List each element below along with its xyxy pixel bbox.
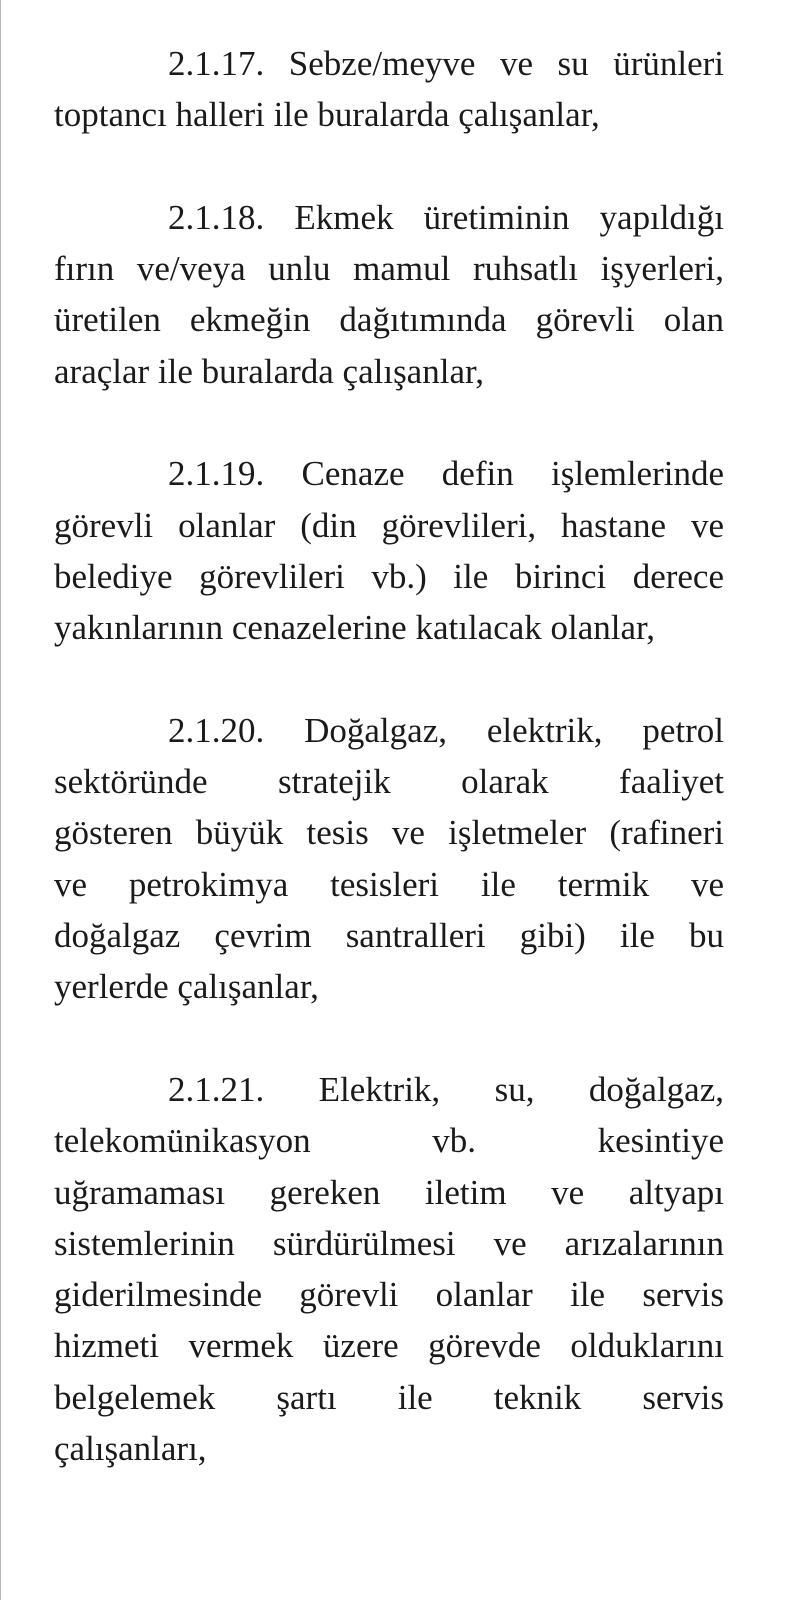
text-line: üretilen ekmeğin dağıtımında görevli olan bbox=[54, 300, 724, 340]
text-line: sektöründe stratejik olarak faaliyet bbox=[54, 762, 724, 802]
text-line: giderilmesinde görevli olanlar ile servis bbox=[54, 1275, 724, 1315]
paragraph-2-1-21 bbox=[54, 1064, 724, 1474]
text-line: yakınlarının cenazelerine katılacak olanlar, bbox=[54, 608, 656, 648]
text-line: çalışanları, bbox=[54, 1429, 207, 1469]
text-line: sistemlerinin sürdürülmesi ve arızalarının bbox=[54, 1223, 724, 1263]
text-line: 2.1.18. Ekmek üretiminin yapıldığı bbox=[168, 197, 724, 237]
text-line: fırın ve/veya unlu mamul ruhsatlı işyerleri, bbox=[54, 249, 724, 289]
text-line: belediye görevlileri vb.) ile birinci derece bbox=[54, 556, 724, 596]
text-line: uğramaması gereken iletim ve altyapı bbox=[54, 1172, 724, 1212]
text-line: 2.1.19. Cenaze defin işlemlerinde bbox=[168, 454, 724, 494]
paragraph-2-1-20 bbox=[54, 705, 724, 1013]
text-line: yerlerde çalışanlar, bbox=[54, 967, 319, 1007]
text-line: 2.1.20. Doğalgaz, elektrik, petrol bbox=[168, 710, 724, 750]
document-body bbox=[54, 38, 724, 1526]
text-line: 2.1.17. Sebze/meyve ve su ürünleri bbox=[168, 44, 724, 83]
paragraph-2-1-17 bbox=[54, 38, 724, 141]
paragraph-2-1-18 bbox=[54, 192, 724, 397]
text-line: toptancı halleri ile buralarda çalışanlar, bbox=[54, 95, 600, 135]
text-line: 2.1.21. Elektrik, su, doğalgaz, bbox=[168, 1069, 724, 1109]
text-line: belgelemek şartı ile teknik servis bbox=[54, 1377, 724, 1417]
text-line: doğalgaz çevrim santralleri gibi) ile bu bbox=[54, 916, 724, 956]
text-line: görevli olanlar (din görevlileri, hastane ve bbox=[54, 505, 724, 545]
text-line: gösteren büyük tesis ve işletmeler (rafineri bbox=[54, 813, 724, 853]
paragraph-2-1-19 bbox=[54, 448, 724, 653]
text-line: hizmeti vermek üzere görevde olduklarını bbox=[54, 1326, 724, 1366]
text-line: telekomünikasyon vb. kesintiye bbox=[54, 1121, 724, 1161]
text-line: araçlar ile buralarda çalışanlar, bbox=[54, 351, 484, 391]
text-line: ve petrokimya tesisleri ile termik ve bbox=[54, 864, 724, 904]
